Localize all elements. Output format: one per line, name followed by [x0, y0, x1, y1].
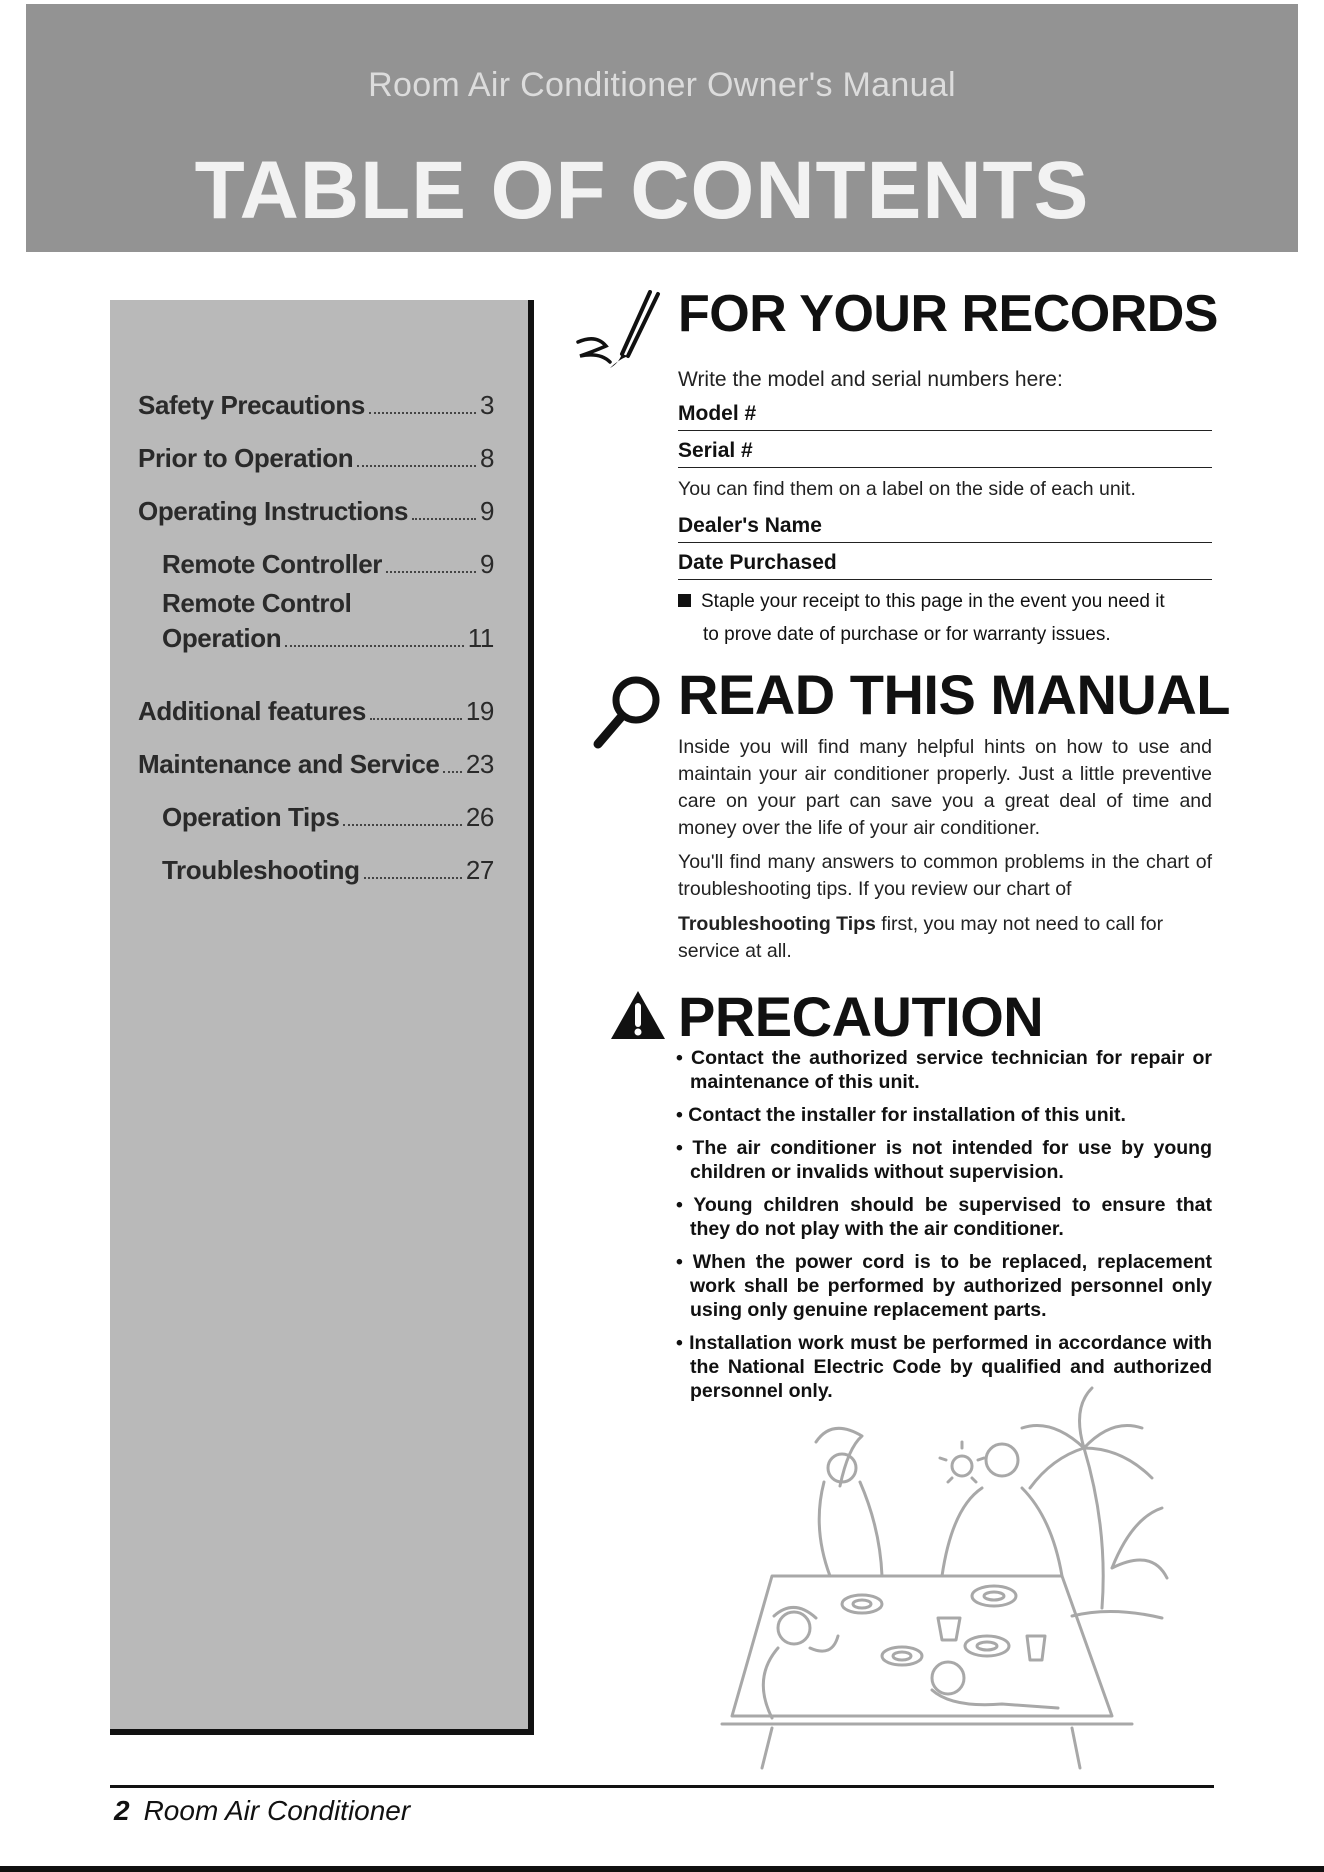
- page-title: TABLE OF CONTENTS: [194, 145, 1090, 236]
- square-bullet-icon: [678, 594, 691, 607]
- toc-item-operating-instructions[interactable]: Operating Instructions 9: [138, 496, 494, 526]
- footer-divider: [110, 1785, 1214, 1788]
- bottom-edge: [0, 1866, 1324, 1872]
- toc-item-operation-tips[interactable]: Operation Tips 26: [162, 802, 494, 832]
- records-intro: Write the model and serial numbers here:: [678, 368, 1063, 391]
- precaution-heading: PRECAUTION: [678, 985, 1044, 1048]
- magnifier-icon: [590, 668, 670, 752]
- list-item: • Young children should be supervised to ensure that they do not play with the air conditioner.: [674, 1193, 1212, 1241]
- manual-paragraph-2: You'll find many answers to common problems in the chart of troubleshooting tips. If you review our chart of: [678, 851, 1212, 900]
- list-item: • The air conditioner is not intended for use by young children or invalids without supervision.: [674, 1136, 1212, 1184]
- toc-item-prior-to-operation[interactable]: Prior to Operation 8: [138, 443, 494, 473]
- manual-paragraph-1: Inside you will find many helpful hints on how to use and maintain your air conditioner properly. Just a little preventive care on your part can save you a great deal of time and money over the life of your air conditioner.: [678, 736, 1212, 839]
- list-item: • Installation work must be performed in accordance with the National Electric Code by qualified and authorized personnel only.: [674, 1331, 1212, 1403]
- toc-item-remote-controller[interactable]: Remote Controller 9: [162, 549, 494, 579]
- model-number-field[interactable]: Model #: [678, 402, 1212, 431]
- manual-heading: READ THIS MANUAL: [678, 663, 1230, 726]
- warning-icon: [608, 988, 668, 1042]
- list-item: • Contact the authorized service technician for repair or maintenance of this unit.: [674, 1046, 1212, 1094]
- page-number: 2: [114, 1795, 130, 1826]
- serial-number-field[interactable]: Serial #: [678, 439, 1212, 468]
- toc-item-additional-features[interactable]: Additional features 19: [138, 696, 494, 726]
- pen-icon: [572, 290, 664, 374]
- toc-item-remote-control-operation[interactable]: Remote Control Operation 11: [162, 588, 494, 653]
- table-of-contents: [110, 300, 534, 1735]
- records-heading: FOR YOUR RECORDS: [678, 285, 1218, 343]
- manual-paragraph-3: Troubleshooting Tips first, you may not need to call for service at all.: [678, 913, 1164, 962]
- list-item: • Contact the installer for installation of this unit.: [674, 1103, 1212, 1127]
- page-footer: [114, 1795, 410, 1827]
- header-banner: [26, 4, 1298, 252]
- date-purchased-field[interactable]: Date Purchased: [678, 551, 1212, 580]
- footer-title: Room Air Conditioner: [143, 1795, 411, 1826]
- dealer-name-field[interactable]: Dealer's Name: [678, 514, 1212, 543]
- manual-subtitle: Room Air Conditioner Owner's Manual: [368, 66, 956, 104]
- toc-item-maintenance-and-service[interactable]: Maintenance and Service 23: [138, 749, 494, 779]
- family-picnic-illustration: [712, 1378, 1172, 1770]
- label-location-note: You can find them on a label on the side of each unit.: [678, 478, 1136, 500]
- list-item: • When the power cord is to be replaced, replacement work shall be performed by authorized personnel only using only genuine replacement parts.: [674, 1250, 1212, 1322]
- staple-receipt-note: Staple your receipt to this page in the event you need it to prove date of purchase or for warranty issues.: [678, 585, 1212, 651]
- toc-item-safety-precautions[interactable]: Safety Precautions 3: [138, 390, 494, 420]
- precaution-list: [674, 1046, 1212, 1412]
- toc-item-troubleshooting[interactable]: Troubleshooting 27: [162, 855, 494, 885]
